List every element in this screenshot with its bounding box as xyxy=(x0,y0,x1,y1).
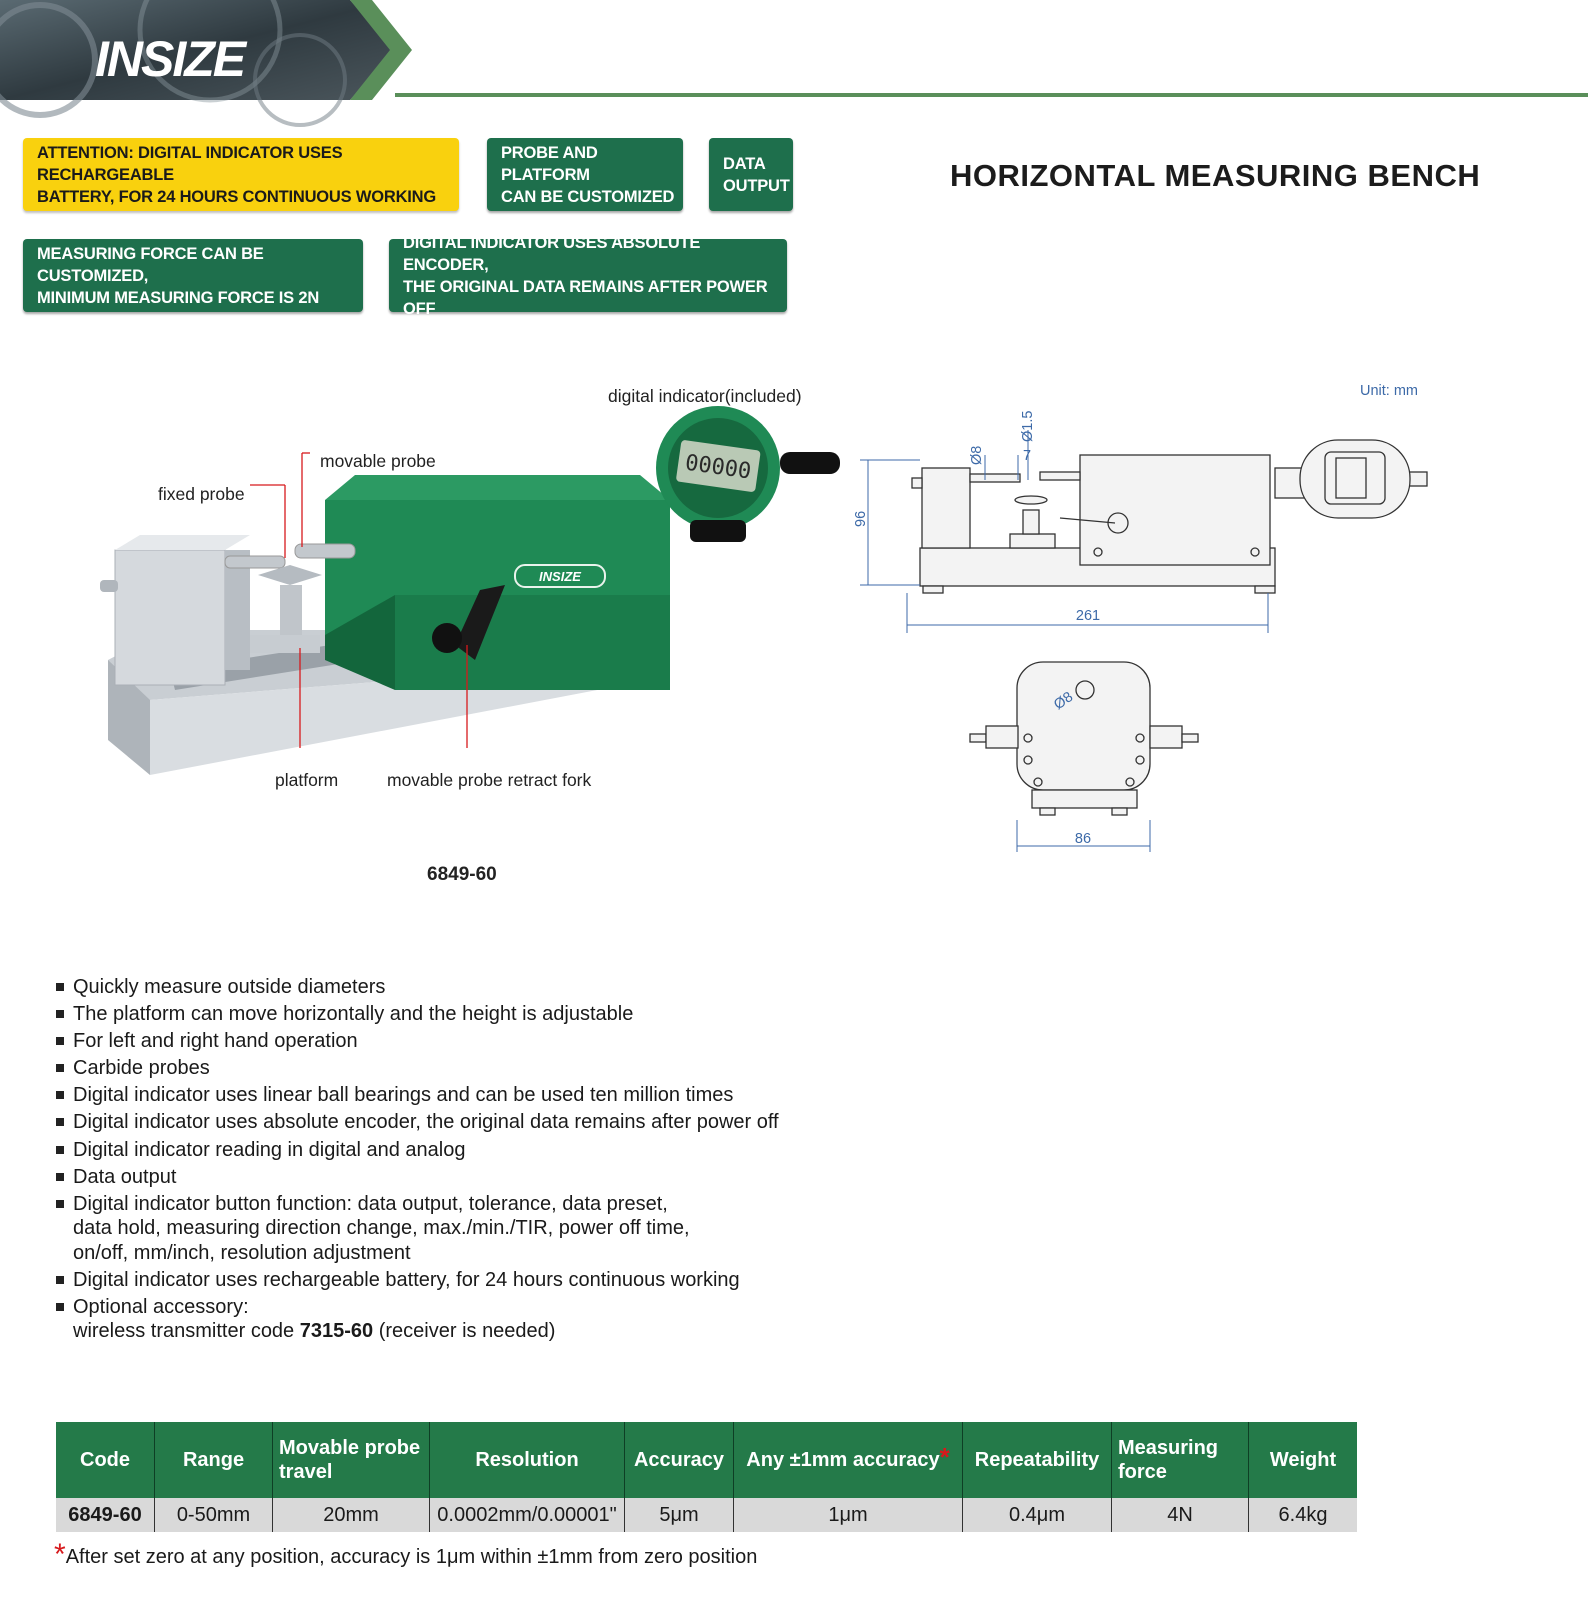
col-code: Code xyxy=(56,1422,155,1498)
bullet-icon xyxy=(56,1010,64,1018)
cell-repeatability: 0.4μm xyxy=(963,1498,1112,1532)
list-item: For left and right hand operation xyxy=(55,1029,779,1054)
dim-tip-dia: Ø1.5 xyxy=(1020,410,1036,442)
list-item: Carbide probes xyxy=(55,1056,779,1081)
bullet-icon xyxy=(56,1200,64,1208)
product-illustration xyxy=(0,380,870,800)
bullet-icon xyxy=(56,1146,64,1154)
list-item: Digital indicator reading in digital and analog xyxy=(55,1138,779,1163)
cell-weight: 6.4kg xyxy=(1249,1498,1358,1532)
dim-length: 261 xyxy=(1075,608,1101,624)
dim-width: 86 xyxy=(1074,831,1092,847)
header-banner xyxy=(0,0,1588,100)
asterisk-icon: * xyxy=(54,1538,66,1571)
col-repeatability: Repeatability xyxy=(963,1422,1112,1498)
badge-battery: ATTENTION: DIGITAL INDICATOR USES RECHARGEABLE BATTERY, FOR 24 HOURS CONTINUOUS WORKING xyxy=(23,138,459,211)
callout-digital-indicator: digital indicator(included) xyxy=(608,386,802,406)
spec-table xyxy=(56,1422,1357,1532)
list-item: Digital indicator button function: data output, tolerance, data preset, data hold, measuring direction change, max./min./TIR, power off time, on/off, mm/inch, resolution adjustment xyxy=(55,1192,779,1266)
list-item: Digital indicator uses linear ball bearings and can be used ten million times xyxy=(55,1083,779,1108)
body-logo: INSIZE xyxy=(539,569,581,584)
page-title: HORIZONTAL MEASURING BENCH xyxy=(950,158,1481,193)
brand-logo: INSIZE xyxy=(95,31,245,87)
cell-accuracy: 5μm xyxy=(625,1498,734,1532)
col-weight: Weight xyxy=(1249,1422,1358,1498)
col-range: Range xyxy=(155,1422,273,1498)
col-resolution: Resolution xyxy=(430,1422,625,1498)
footnote: *After set zero at any position, accuracy is 1μm within ±1mm from zero position xyxy=(54,1538,758,1571)
callout-fixed-probe: fixed probe xyxy=(158,484,245,504)
indicator-display: 00000 xyxy=(683,450,753,485)
cell-1mm-accuracy: 1μm xyxy=(734,1498,963,1532)
bullet-icon xyxy=(56,1037,64,1045)
badge-customized-probe: PROBE AND PLATFORM CAN BE CUSTOMIZED xyxy=(487,138,683,211)
unit-label: Unit: mm xyxy=(1360,383,1418,399)
technical-drawing xyxy=(853,400,1460,880)
accessory-code: 7315-60 xyxy=(299,1320,374,1343)
dim-end-dia: Ø8 xyxy=(1051,689,1077,714)
bullet-icon xyxy=(56,1118,64,1126)
bullet-icon xyxy=(56,1303,64,1311)
cell-range: 0-50mm xyxy=(155,1498,273,1532)
feature-list xyxy=(55,975,779,1347)
asterisk-icon: * xyxy=(939,1442,950,1472)
badge-data-output: DATA OUTPUT xyxy=(709,138,793,211)
table-row xyxy=(56,1498,1357,1532)
cell-code: 6849-60 xyxy=(56,1498,155,1532)
bullet-icon xyxy=(56,1064,64,1072)
list-item: The platform can move horizontally and the height is adjustable xyxy=(55,1002,779,1027)
dim-probe-dia: Ø8 xyxy=(969,445,985,465)
callout-retract-fork: movable probe retract fork xyxy=(387,770,592,790)
dim-probe-len: 7 xyxy=(1023,448,1032,464)
col-accuracy: Accuracy xyxy=(625,1422,734,1498)
table-header-row xyxy=(56,1422,1357,1498)
list-item: Digital indicator uses absolute encoder, the original data remains after power off xyxy=(55,1110,779,1135)
cell-resolution: 0.0002mm/0.00001" xyxy=(430,1498,625,1532)
list-item: Data output xyxy=(55,1165,779,1190)
model-code: 6849-60 xyxy=(427,864,497,885)
callout-platform: platform xyxy=(275,770,339,790)
cell-probe-travel: 20mm xyxy=(273,1498,430,1532)
list-item: Quickly measure outside diameters xyxy=(55,975,779,1000)
list-item: Digital indicator uses rechargeable battery, for 24 hours continuous working xyxy=(55,1268,779,1293)
list-item-accessory: Optional accessory: wireless transmitter code 7315-60 (receiver is needed) xyxy=(55,1295,779,1344)
badge-measuring-force: MEASURING FORCE CAN BE CUSTOMIZED, MINIMUM MEASURING FORCE IS 2N xyxy=(23,239,363,312)
cell-measuring-force: 4N xyxy=(1112,1498,1249,1532)
col-measuring-force: Measuring force xyxy=(1112,1422,1249,1498)
bullet-icon xyxy=(56,983,64,991)
col-1mm-accuracy: Any ±1mm accuracy* xyxy=(734,1422,963,1498)
bullet-icon xyxy=(56,1276,64,1284)
col-probe-travel: Movable probe travel xyxy=(273,1422,430,1498)
bullet-icon xyxy=(56,1173,64,1181)
callout-movable-probe: movable probe xyxy=(320,451,436,471)
bullet-icon xyxy=(56,1091,64,1099)
dim-height: 96 xyxy=(853,510,869,527)
badge-absolute-encoder: DIGITAL INDICATOR USES ABSOLUTE ENCODER, THE ORIGINAL DATA REMAINS AFTER POWER OFF xyxy=(389,239,787,312)
